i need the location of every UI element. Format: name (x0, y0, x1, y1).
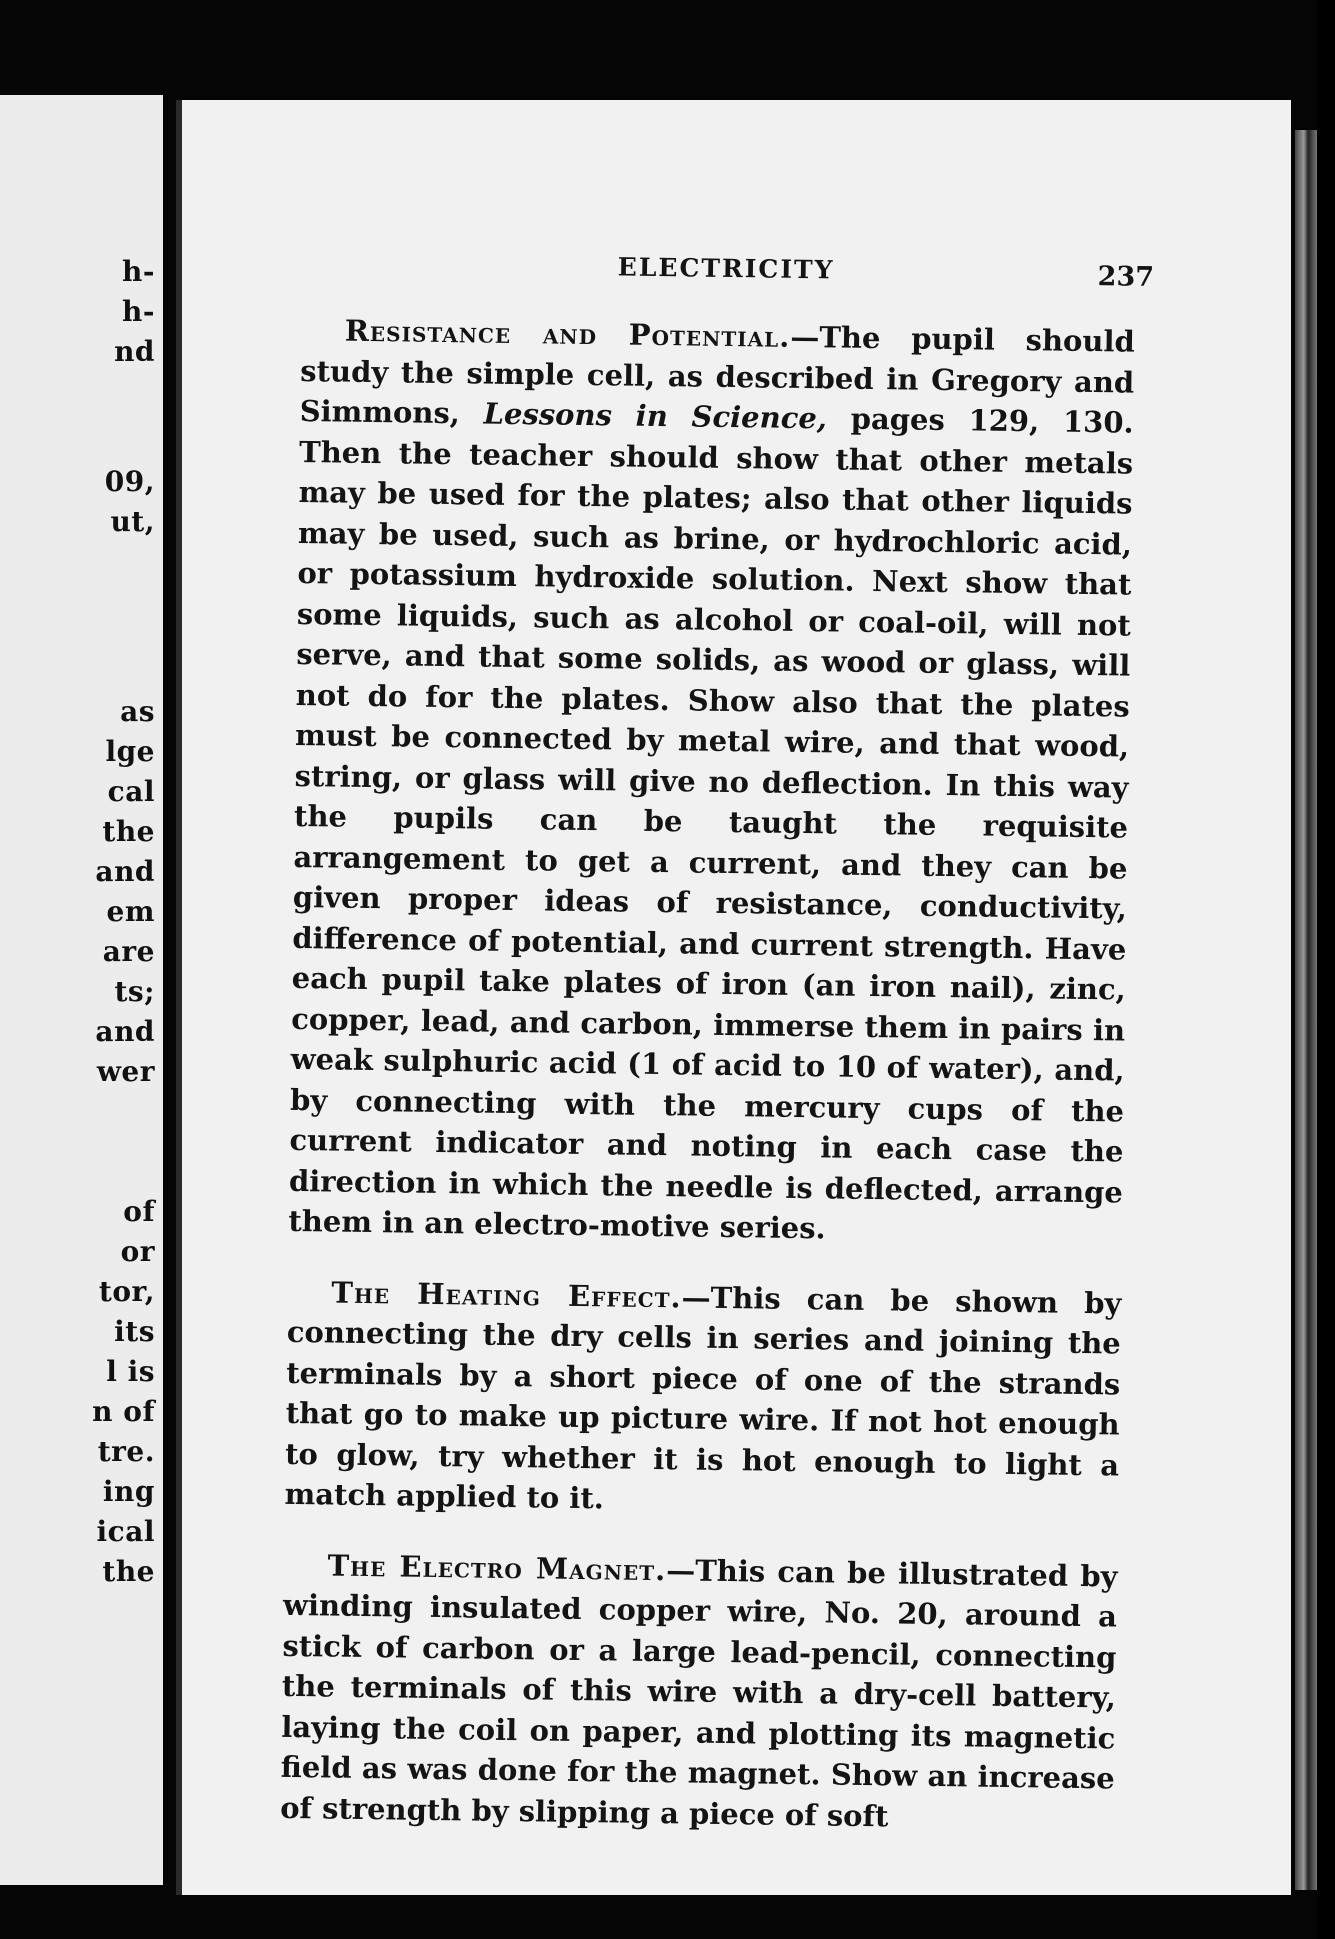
left-page-line: as (120, 695, 155, 728)
left-page-line: h- (122, 255, 155, 288)
paragraph-body: —This can be illustrated by winding insulated copper wire, No. 20, around a stick of carbon or a large lead-pencil, connecting the terminals of this wire with a dry-cell battery, laying the coil on paper, and plotting its magnetic field as was done for the magnet. Show an increase of strength by slipping a piece of soft (279, 1552, 1118, 1833)
paragraph-electro-magnet (280, 1544, 1118, 1839)
page-edge-shadow (1295, 130, 1317, 1890)
paragraph-body-continued: pages 129, 130. Then the teacher should show that other metals may be used for the plates; also that other liquids may be used, such as brine, or hydrochloric acid, or potassium hydroxide solution. Next show that some liquids, such as alcohol or coal-oil, will not serve, and that some solids, as wood or glass, will not do for the plates. Show also that the plates must be connected by metal wire, and that wood, string, or glass will give no deflection. In this way the pupils can be taught the requisite arrangement to get a current, and they can be given proper ideas of resistance, conductivity, difference of potential, and current strength. Have each pupil take plates of iron (an iron nail), zinc, copper, lead, and carbon, immerse them in pairs in weak sulphuric acid (1 of acid to 10 of water), and, by connecting with the mercury cups of the current indicator and noting in each case the direction in which the needle is deflected, arrange them in an electro-motive series. (288, 401, 1134, 1246)
left-page-line: em (106, 895, 155, 928)
left-page-line: n of (92, 1395, 155, 1428)
left-page-line: ts; (114, 975, 155, 1008)
left-page-line: l is (106, 1355, 155, 1388)
left-page-line: h- (122, 295, 155, 328)
page-text-block (279, 248, 1155, 1839)
left-page-line: wer (96, 1055, 155, 1088)
page-number: 237 (1097, 261, 1155, 293)
running-head (301, 248, 1155, 308)
paragraph-heating-effect (284, 1271, 1121, 1526)
left-page-line: cal (107, 775, 155, 808)
left-page-line: are (102, 935, 155, 968)
left-page-line: of (123, 1195, 155, 1228)
left-page-line: the (102, 815, 155, 848)
book-title: Lessons in Science, (483, 396, 828, 436)
left-page-line: ical (96, 1515, 155, 1548)
left-page-line: lge (105, 735, 155, 768)
left-page-line: ing (102, 1475, 155, 1508)
left-page-line: and (95, 855, 155, 888)
scan-border (1317, 0, 1335, 1939)
left-page-line: and (95, 1015, 155, 1048)
left-page-fragment (0, 95, 163, 1885)
left-page-line: tor, (98, 1275, 155, 1308)
paragraph-heading: The Heating Effect. (331, 1275, 682, 1314)
main-page (176, 100, 1291, 1895)
left-page-line: its (114, 1315, 155, 1348)
left-page-line: 09, (104, 465, 155, 498)
paragraph-heading: The Electro Magnet. (327, 1547, 667, 1587)
left-page-line: nd (114, 335, 155, 368)
paragraph-resistance-potential (288, 310, 1135, 1253)
paragraph-body: —This can be shown by connecting the dry cells in series and joining the terminals by a short piece of one of the strands that go to make up picture wire. If not hot enough to glow, try whether it is hot enough to light a match applied to it. (284, 1279, 1122, 1516)
running-title: ELECTRICITY (617, 252, 835, 285)
left-page-line: tre. (97, 1435, 155, 1468)
left-page-line: the (102, 1555, 155, 1588)
left-page-line: or (120, 1235, 155, 1268)
left-page-line: ut, (110, 505, 155, 538)
paragraph-body: —The pupil should study the simple cell, as described in Gregory and Simmons, (299, 319, 1135, 431)
paragraph-heading: Resistance and Potential. (344, 313, 791, 354)
